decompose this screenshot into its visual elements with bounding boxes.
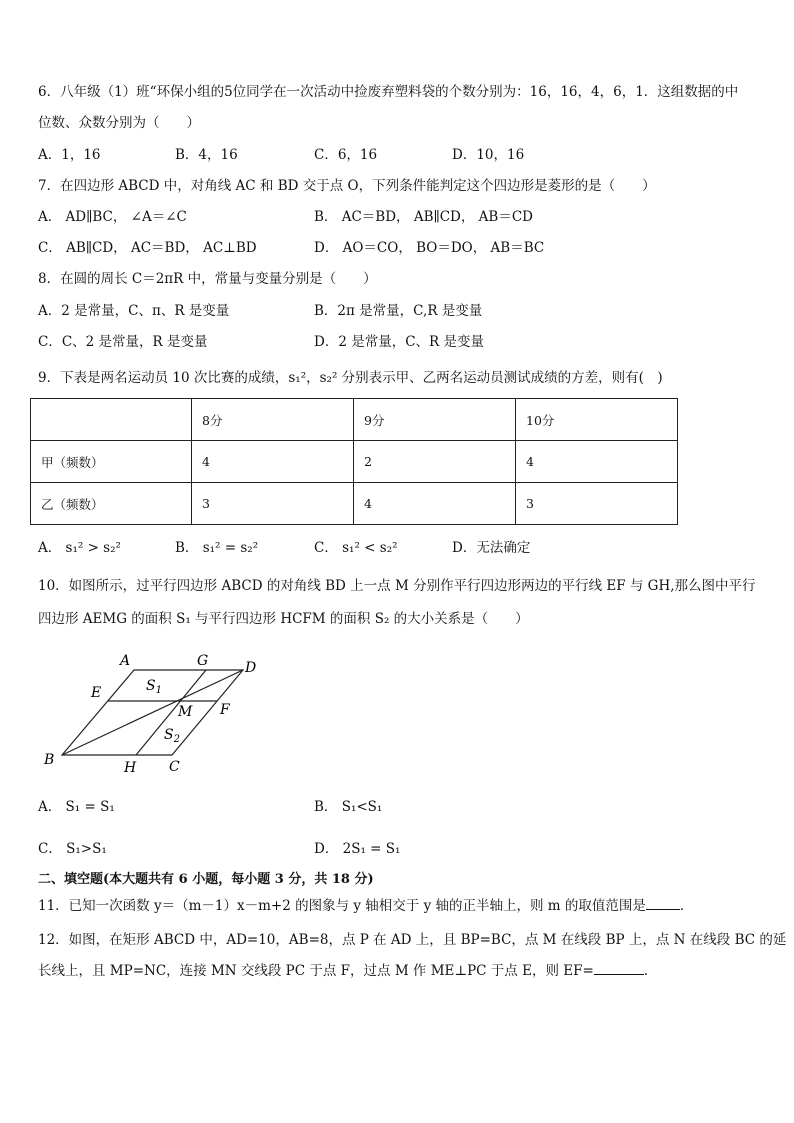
q11-answer-blank[interactable] [646, 909, 680, 910]
q10-option-b: B． S₁<S₁ [314, 799, 383, 815]
table-cell [31, 399, 192, 441]
label-c: C [169, 759, 180, 775]
q12-text: 长线上，且 MP=NC，连接 MN 交线段 PC 于点 F，过点 M 作 ME⊥PC 于点 E，则 EF= [38, 963, 594, 979]
label-a: A [120, 653, 131, 669]
q9-option-d: D．无法确定 [452, 540, 531, 556]
label-f: F [220, 702, 230, 718]
label-b: B [44, 752, 55, 768]
q9-stem: 9．下表是两名运动员 10 次比赛的成绩，s₁²，s₂² 分别表示甲、乙两名运动员测试成绩的方差，则有( ) [38, 370, 663, 386]
label-d: D [245, 660, 257, 676]
label-s1-subscript: 1 [155, 685, 162, 696]
q8-option-a: A．2 是常量，C、π、R 是变量 [38, 303, 230, 319]
label-g: G [197, 653, 209, 669]
q6-stem-line1: 6．八年级（1）班“环保小组的5位同学在一次活动中捡废弃塑料袋的个数分别为：16，16，4，6，1．这组数据的中 [38, 84, 739, 100]
q11-stem [38, 897, 693, 915]
q7-option-d: D． AO＝CO， BO＝DO， AB＝BC [314, 240, 545, 256]
q9-option-a: A． s₁² > s₂² [38, 540, 121, 556]
table-cell: 4 [192, 441, 354, 483]
q12-stem-line1: 12．如图，在矩形 ABCD 中，AD=10，AB=8，点 P 在 AD 上，且 BP=BC，点 M 在线段 BP 上，点 N 在线段 BC 的延 [38, 932, 787, 948]
q11-text: 11．已知一次函数 y＝（m－1）x－m+2 的图象与 y 轴相交于 y 轴的正半轴上，则 m 的取值范围是 [38, 898, 646, 914]
table-cell: 乙（频数） [31, 483, 192, 525]
q10-stem-line1: 10．如图所示，过平行四边形 ABCD 的对角线 BD 上一点 M 分别作平行四边形两边的平行线 EF 与 GH,那么图中平行 [38, 578, 756, 594]
table-cell: 3 [516, 483, 678, 525]
q9-option-c: C． s₁² < s₂² [314, 540, 398, 556]
table-row [31, 483, 678, 525]
table-row [31, 441, 678, 483]
q6-option-b: B．4，16 [175, 147, 238, 163]
q10-option-c: C． S₁>S₁ [38, 841, 107, 857]
q11-end: ． [679, 898, 694, 914]
q12-end: . [643, 963, 649, 979]
table-cell: 8分 [192, 399, 354, 441]
section-heading: 二、填空题(本大题共有 6 小题，每小题 3 分，共 18 分) [38, 872, 374, 887]
q8-option-c: C．C、2 是常量，R 是变量 [38, 334, 208, 350]
q9-option-b: B． s₁² = s₂² [175, 540, 259, 556]
table-cell: 4 [516, 441, 678, 483]
table-header-row [31, 399, 678, 441]
parallelogram-figure [40, 650, 280, 780]
q7-option-b: B． AC＝BD， AB∥CD， AB＝CD [314, 209, 533, 225]
q8-option-d: D．2 是常量，C、R 是变量 [314, 334, 484, 350]
label-s1: $S_1$ [146, 678, 162, 696]
q12-stem-line2 [38, 962, 648, 980]
table-cell: 3 [192, 483, 354, 525]
q9-frequency-table [30, 398, 678, 525]
q10-option-a: A． S₁ = S₁ [38, 799, 115, 815]
q6-option-a: A．1，16 [38, 147, 101, 163]
table-cell: 2 [354, 441, 516, 483]
label-s2: $S_2$ [164, 727, 180, 745]
q12-answer-blank[interactable] [594, 974, 644, 975]
table-cell: 4 [354, 483, 516, 525]
label-m: M [178, 704, 193, 720]
label-s2-subscript: 2 [173, 734, 180, 745]
q6-option-d: D．10，16 [452, 147, 525, 163]
table-cell: 10分 [516, 399, 678, 441]
q10-option-d: D． 2S₁ = S₁ [314, 841, 401, 857]
q6-option-c: C．6，16 [314, 147, 378, 163]
table-cell: 甲（频数） [31, 441, 192, 483]
table-cell: 9分 [354, 399, 516, 441]
q7-stem: 7．在四边形 ABCD 中，对角线 AC 和 BD 交于点 O，下列条件能判定这个四边形是菱形的是（ ） [38, 178, 656, 194]
label-e: E [91, 685, 102, 701]
label-h: H [124, 760, 137, 776]
q6-stem-line2: 位数、众数分别为（ ） [38, 115, 200, 131]
q8-stem: 8．在圆的周长 C＝2πR 中，常量与变量分别是（ ） [38, 271, 377, 287]
q10-stem-line2: 四边形 AEMG 的面积 S₁ 与平行四边形 HCFM 的面积 S₂ 的大小关系是（ ） [38, 611, 529, 627]
q7-option-a: A． AD∥BC， ∠A＝∠C [38, 209, 187, 225]
q8-option-b: B．2π 是常量，C,R 是变量 [314, 303, 483, 319]
q7-option-c: C． AB∥CD， AC＝BD， AC⊥BD [38, 240, 257, 256]
